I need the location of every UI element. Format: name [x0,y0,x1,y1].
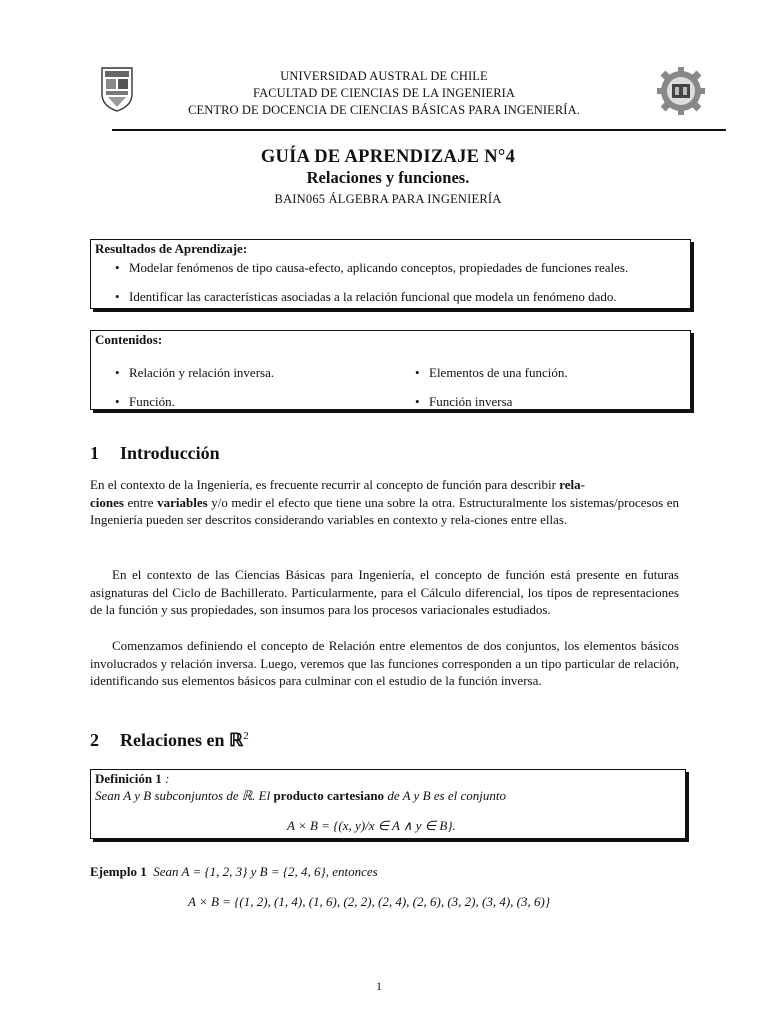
guide-subtitle: Relaciones y funciones. [306,168,470,187]
intro-paragraph-2: En el contexto de las Ciencias Básicas para Ingeniería, el concepto de función está presente en futuras asignaturas del Ciclo de Bachillerato. Particularmente, para el Cálculo diferencial, los tipos de representaciones de la función y sus propiedades, son insumos para los procesos variacionales estudiados. [90,567,679,617]
cartesian-product-formula: A × B = {(x, y)/x ∈ A ∧ y ∈ B}. [287,818,456,833]
section-title: Introducción [120,443,220,463]
page-number: 1 [376,979,382,993]
intro-paragraph-3: Comenzamos definiendo el concepto de Relación entre elementos de dos conjuntos, los elementos básicos involucrados y relación inversa. Luego, veremos que las funciones corresponden a un tipo particular de relación, identificando sus elementos básicos para culminar con el estudio de la función inversa. [90,638,679,688]
definition-label: Definición 1 [95,771,162,786]
contents-item: • Relación y relación inversa. [115,365,275,380]
university-name: UNIVERSIDAD AUSTRAL DE CHILE [280,69,488,83]
section-number: 1 [90,443,99,463]
bullet-icon: • [115,365,120,380]
contents-item: • Función inversa [415,394,513,409]
definition-text: Sean A y B subconjuntos de ℝ. El producto cartesiano de A y B es el conjunto [95,788,506,803]
learning-outcomes-heading: Resultados de Aprendizaje: [95,241,248,256]
section-number: 2 [90,730,99,750]
bullet-icon: • [115,289,120,304]
university-seal-logo [100,66,134,112]
contents-heading: Contenidos: [95,332,163,347]
bullet-icon: • [115,260,120,275]
center-name: CENTRO DE DOCENCIA DE CIENCIAS BÁSICAS PARA INGENIERÍA. [188,103,580,117]
course-code: BAIN065 ÁLGEBRA PARA INGENIERÍA [274,192,502,206]
contents-item: • Elementos de una función. [415,365,568,380]
bullet-icon: • [415,365,420,380]
intro-paragraph-1: En el contexto de la Ingeniería, es frecuente recurrir al concepto de función para describir rela- ciones entre variables y/o medir el efecto que tiene una sobre la otra. Estructuralmente los sistemas/procesos en Ingeniería pueden ser descritos considerando variables en contexto y rela-ciones entre ellas. [90,477,679,527]
example-formula: A × B = {(1, 2), (1, 4), (1, 6), (2, 2), (2, 4), (2, 6), (3, 2), (3, 4), (3, 6)} [188,894,551,909]
section-title: Relaciones en ℝ [120,730,244,750]
learning-outcome-item: • Identificar las características asociadas a la relación funcional que modela un fenómeno dado. [115,289,617,304]
learning-outcome-item: • Modelar fenómenos de tipo causa-efecto, aplicando conceptos, propiedades de funciones reales. [115,260,629,275]
contents-item: • Función. [115,394,175,409]
bullet-icon: • [115,394,120,409]
example-label: Ejemplo 1 [90,864,147,879]
guide-title: GUÍA DE APRENDIZAJE N°4 [260,147,516,167]
section-title-superscript: 2 [243,730,249,742]
university-header [140,68,628,119]
example-1 [90,864,378,880]
contents-box [90,330,691,410]
engineering-gear-logo [656,66,706,116]
definition-box [90,769,686,839]
faculty-name: FACULTAD DE CIENCIAS DE LA INGENIERIA [252,86,516,100]
learning-outcomes-box [90,239,691,309]
header-divider [112,129,726,131]
title-block [90,146,686,208]
definition-heading: Definición 1 : [95,771,170,786]
example-text: Sean A = {1, 2, 3} y B = {2, 4, 6}, entonces [153,864,378,879]
bullet-icon: • [415,394,420,409]
section-1-heading [90,443,220,464]
section-2-heading [90,730,249,751]
